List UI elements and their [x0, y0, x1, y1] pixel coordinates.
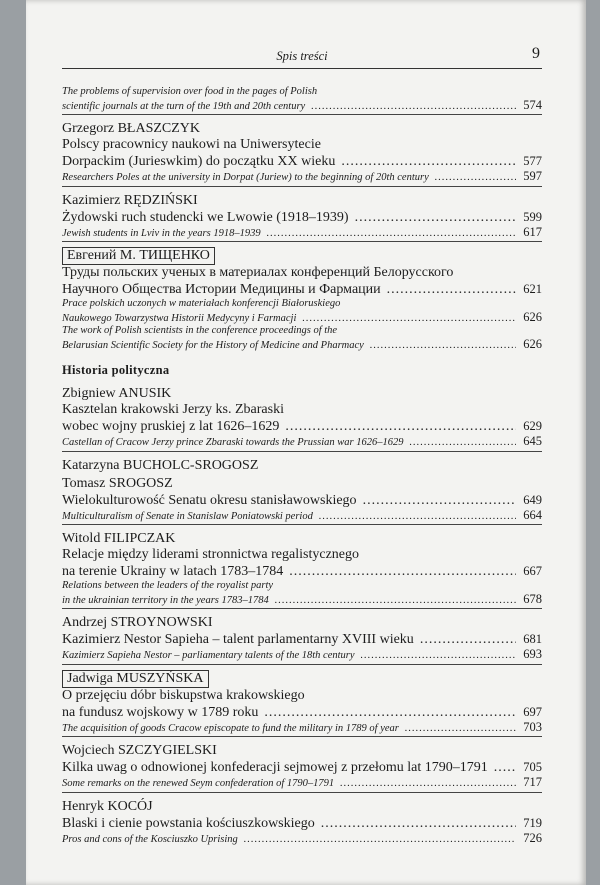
- entry-page: 621: [523, 282, 542, 296]
- entry-author: Wojciech SZCZYGIELSKI: [62, 743, 217, 758]
- entry-title-en: Multiculturalism of Senate in Stanislaw Poniatowski period: [62, 510, 313, 522]
- entry-page: 574: [523, 97, 542, 112]
- toc-entry: [62, 191, 542, 243]
- entry-title: Blaski i cienie powstania kościuszkowskiego: [62, 815, 315, 831]
- entry-title-en: Some remarks on the renewed Seym confederation of 1790–1791: [62, 778, 335, 789]
- toc-line: [62, 86, 542, 99]
- entry-page: 597: [523, 169, 542, 183]
- toc-line: [62, 509, 542, 524]
- entry-page: 681: [523, 632, 542, 646]
- entry-title: Труды польских ученых в материалах конференций Белорусского: [62, 265, 454, 280]
- toc-line: [62, 209, 542, 226]
- toc-entry: [62, 86, 542, 115]
- entry-title: Kasztelan krakowski Jerzy ks. Zbaraski: [62, 402, 284, 417]
- toc-line: [62, 338, 542, 353]
- toc-line: [62, 815, 542, 832]
- leader-dots: [302, 313, 516, 326]
- entry-title-en: The acquisition of goods Cracow episcopate to fund the military in 1789 of year: [62, 722, 399, 734]
- entry-page: 617: [523, 224, 542, 239]
- entry-title-pl: Naukowego Towarzystwa Historii Medycyny i Farmacji: [62, 312, 297, 324]
- entry-title-en: The work of Polish scientists in the conference proceedings of the: [62, 325, 338, 336]
- entry-page: 626: [523, 336, 542, 351]
- leader-dots: [387, 282, 516, 298]
- running-header: [62, 46, 542, 69]
- leader-dots: [311, 101, 516, 114]
- section-heading: Historia polityczna: [62, 363, 170, 377]
- toc-entry: [62, 669, 542, 738]
- entry-title-pl: Prace polskich uczonych w materiałach konferencji Białoruskiego: [62, 298, 341, 309]
- entry-title-en: Kazimierz Sapieha Nestor – parliamentary talents of the 18th century: [62, 650, 355, 661]
- toc-line: [62, 580, 542, 593]
- entry-page: 705: [523, 760, 542, 774]
- leader-dots: [289, 564, 516, 580]
- entry-title-en: Relations between the leaders of the royalist party: [62, 580, 274, 591]
- toc-line: [62, 688, 542, 704]
- toc-line: [62, 593, 542, 608]
- leader-dots: [361, 650, 516, 663]
- entry-page: 645: [523, 434, 542, 448]
- toc-line: [62, 418, 542, 435]
- entry-title: wobec wojny pruskiej z lat 1626–1629: [62, 419, 280, 434]
- toc-entry: [62, 741, 542, 793]
- leader-dots: [409, 437, 516, 450]
- entry-page: 697: [523, 704, 542, 719]
- leader-dots: [319, 511, 516, 524]
- entry-title: Polscy pracownicy naukowi na Uniwersytecie: [62, 137, 321, 152]
- entry-page: 629: [523, 419, 542, 433]
- leader-dots: [267, 228, 516, 241]
- leader-dots: [363, 493, 516, 509]
- page-number: 9: [532, 45, 540, 62]
- toc-line: [62, 631, 542, 648]
- entry-title-en: Castellan of Cracow Jerzy prince Zbaraski towards the Prussian war 1626–1629: [62, 437, 404, 448]
- toc-entry: [62, 456, 542, 526]
- entry-page: 667: [523, 564, 542, 578]
- entry-page: 717: [523, 775, 542, 789]
- toc-line: [62, 402, 542, 418]
- leader-dots: [285, 419, 516, 435]
- entry-page: 599: [523, 209, 542, 224]
- leader-dots: [244, 834, 516, 847]
- toc-entry: [62, 119, 542, 187]
- leader-dots: [340, 778, 516, 791]
- entry-page: 649: [523, 492, 542, 507]
- entry-author: Tomasz SROGOSZ: [62, 475, 173, 491]
- entry-author: Zbigniew ANUSIK: [62, 386, 172, 401]
- entry-title: na terenie Ukrainy w latach 1783–1784: [62, 564, 284, 579]
- toc-line: [62, 265, 542, 281]
- toc-line: [62, 325, 542, 338]
- toc-line: [62, 153, 542, 170]
- leader-dots: [370, 340, 516, 353]
- entry-title-en: in the ukrainian territory in the years 1783–1784: [62, 594, 269, 606]
- leader-dots: [355, 210, 516, 226]
- entry-title: Dorpackim (Jurieswkim) do początku XX wieku: [62, 154, 336, 169]
- toc-line: [62, 99, 542, 114]
- leader-dots: [494, 760, 516, 776]
- toc-line: [62, 759, 542, 776]
- leader-dots: [405, 723, 516, 736]
- toc-line: [62, 226, 542, 241]
- entry-page: 664: [523, 507, 542, 522]
- toc-entry: [62, 384, 542, 452]
- toc-line: [62, 435, 542, 450]
- toc: [62, 86, 542, 851]
- entry-author: Kazimierz RĘDZIŃSKI: [62, 192, 198, 208]
- book-page: [26, 0, 586, 885]
- entry-title: Kilka uwag o odnowionej konfederacji sejmowej z przełomu lat 1790–1791: [62, 760, 488, 775]
- toc-line: [62, 648, 542, 663]
- entry-author: Henryk KOCÓJ: [62, 798, 153, 814]
- entry-title: Научного Общества Истории Медицины и Фармации: [62, 282, 381, 297]
- entry-title: Kazimierz Nestor Sapieha – talent parlamentarny XVIII wieku: [62, 632, 414, 647]
- entry-title-en: Pros and cons of the Kosciuszko Uprising: [62, 833, 238, 845]
- entry-author: Andrzej STROYNOWSKI: [62, 615, 213, 630]
- header-title: Spis treści: [276, 49, 328, 63]
- toc-entry: [62, 613, 542, 665]
- entry-page: 678: [523, 591, 542, 606]
- entry-page: 577: [523, 154, 542, 168]
- entry-author: Евгений М. ТИЩЕНКО: [62, 247, 215, 265]
- entry-page: 703: [523, 719, 542, 734]
- entry-title: Relacje między liderami stronnictwa regalistycznego: [62, 547, 359, 562]
- entry-title: Wielokulturowość Senatu okresu stanisławowskiego: [62, 492, 357, 508]
- toc-line: [62, 832, 542, 847]
- entry-page: 726: [523, 830, 542, 845]
- entry-page: 693: [523, 647, 542, 661]
- toc-line: [62, 492, 542, 509]
- toc-line: [62, 776, 542, 791]
- toc-entry: [62, 797, 542, 848]
- toc-line: [62, 170, 542, 185]
- entry-title: na fundusz wojskowy w 1789 roku: [62, 704, 259, 720]
- entry-title-en: Belarusian Scientific Society for the History of Medicine and Pharmacy: [62, 339, 364, 351]
- entry-title-en: The problems of supervision over food in the pages of Polish: [62, 86, 318, 97]
- toc-line: [62, 704, 542, 721]
- toc-entry: [62, 529, 542, 609]
- entry-page: 719: [523, 815, 542, 830]
- toc-line: [62, 137, 542, 153]
- entry-page: 626: [523, 309, 542, 324]
- leader-dots: [435, 172, 516, 185]
- entry-author: Grzegorz BŁASZCZYK: [62, 121, 201, 136]
- entry-author: Witold FILIPCZAK: [62, 531, 176, 546]
- leader-dots: [275, 595, 516, 608]
- leader-dots: [264, 705, 516, 721]
- toc-entry: [62, 246, 542, 353]
- toc-line: [62, 547, 542, 563]
- entry-author: Katarzyna BUCHOLC-SROGOSZ: [62, 457, 259, 473]
- leader-dots: [321, 816, 516, 832]
- entry-title: Żydowski ruch studencki we Lwowie (1918–1939): [62, 209, 349, 225]
- entry-title-en: Jewish students in Lviv in the years 1918–1939: [62, 227, 261, 239]
- leader-dots: [341, 154, 516, 170]
- entry-title-en: Researchers Poles at the university in Dorpat (Juriew) to the beginning of 20th century: [62, 172, 429, 183]
- toc-line: [62, 721, 542, 736]
- toc-line: [62, 298, 542, 311]
- toc-line: [62, 563, 542, 580]
- leader-dots: [420, 632, 516, 648]
- entry-title: O przejęciu dóbr biskupstwa krakowskiego: [62, 687, 305, 703]
- entry-author: Jadwiga MUSZYŃSKA: [62, 670, 209, 688]
- toc-line: [62, 281, 542, 298]
- entry-title-en: scientific journals at the turn of the 19th and 20th century: [62, 100, 306, 112]
- toc-line: [62, 311, 542, 326]
